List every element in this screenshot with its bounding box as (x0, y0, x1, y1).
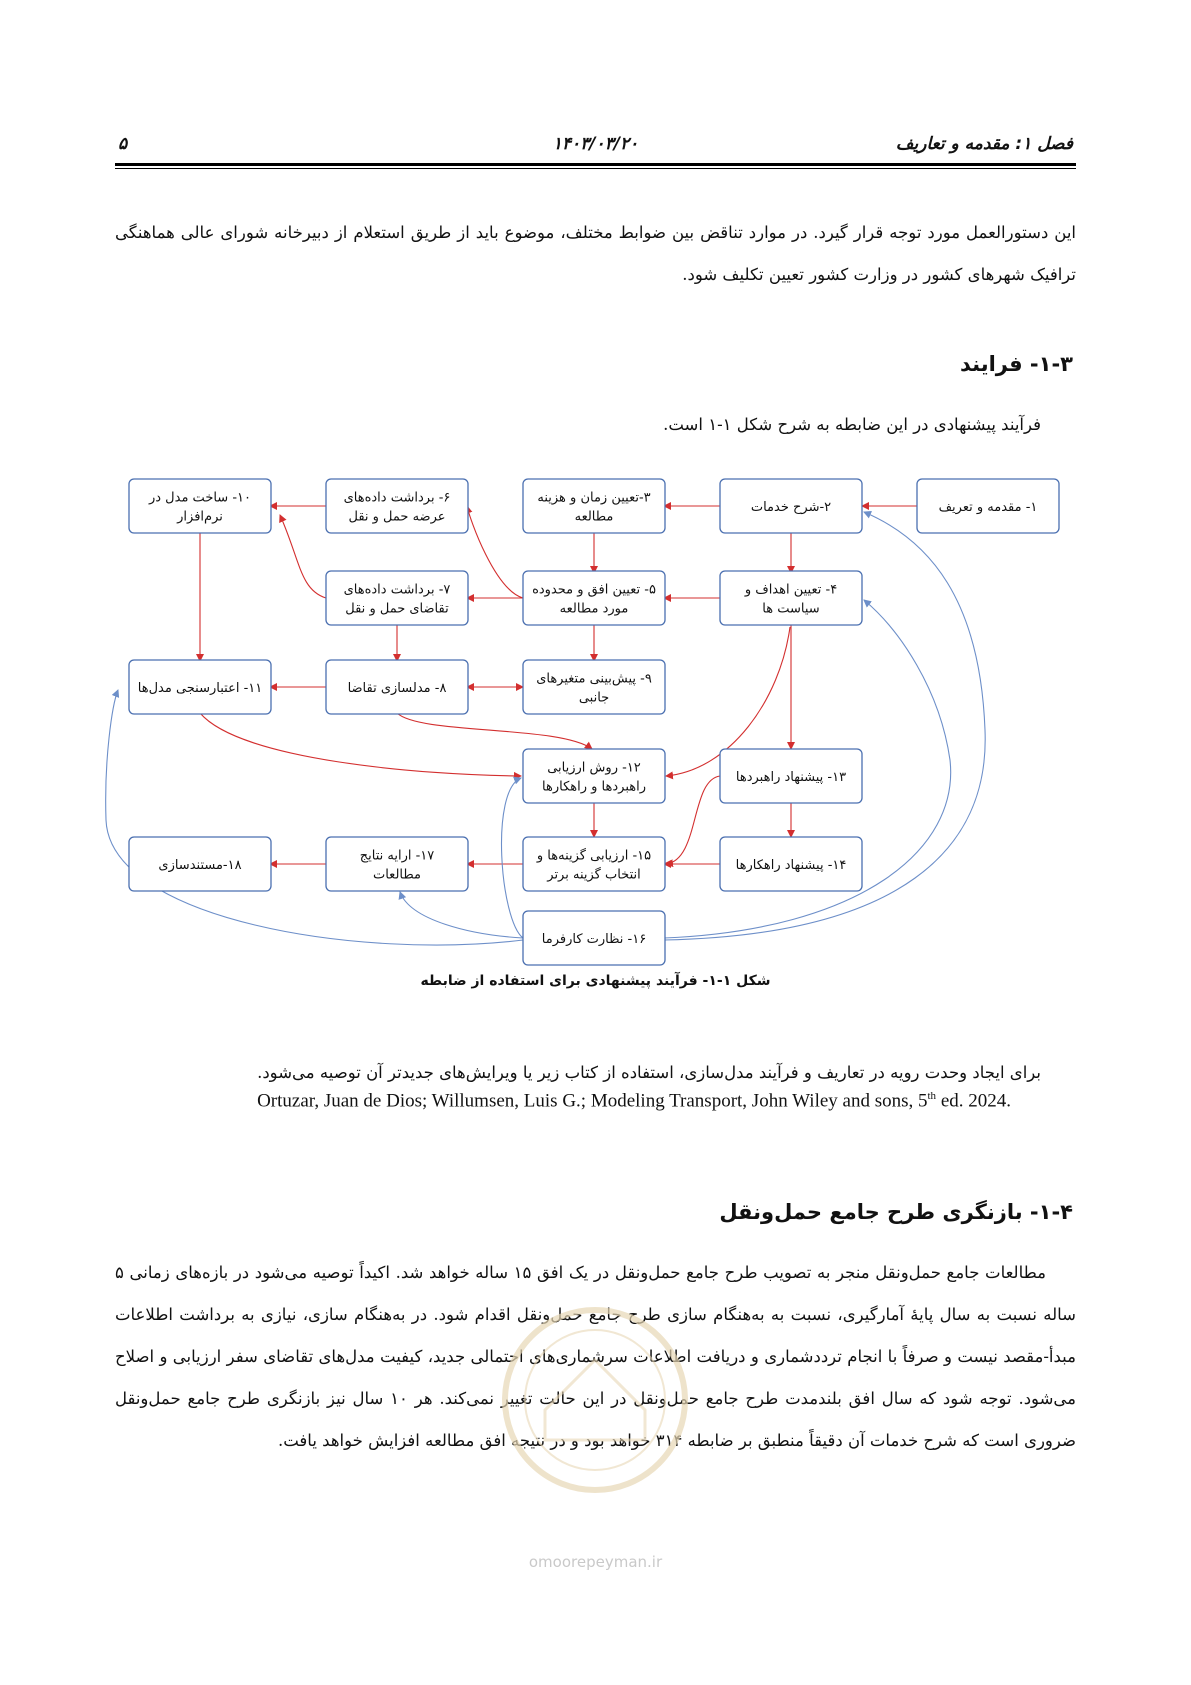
figure-caption: شکل ۱-۱- فرآیند پیشنهادی برای استفاده از ضابطه (420, 973, 771, 989)
diagram-box-1 (917, 479, 1059, 533)
diagram-box-label: تقاضای حمل و نقل (345, 601, 449, 617)
reference-sup: th (927, 1090, 937, 1102)
reference-main: Ortuzar, Juan de Dios; Willumsen, Luis G.; Modeling Transport, John Wiley and sons, 5 (257, 1090, 928, 1112)
arrow-13-to-15 (666, 776, 720, 864)
diagram-box-8 (326, 660, 468, 714)
diagram-box-label: ۱۷- ارایه نتایج (359, 848, 435, 864)
section-4-paragraph-text: مطالعات جامع حمل‌ونقل منجر به تصویب طرح جامع حمل‌ونقل در یک افق ۱۵ ساله خواهد شد. اکیداً توصیه می‌شود در بازه‌های زمانی ۵ ساله نسبت به سال پایهٔ آمارگیری، نسبت به به‌هنگام سازی طرح جامع حمل‌ونقل اقدام شود. در به‌هنگام سازی، نیازی به برداشت اطلاعات مبدأ-مقصد نیست و صرفاً با انجام ترددشماری و دریافت اطلاعات سرشماری‌های احتمالی جدید، کیفیت مدل‌های تقاضای سفر ارزیابی و اصلاح می‌شود. توجه شود که سال افق بلندمدت طرح جامع حمل‌ونقل در این حالت تغییر نمی‌کند. هر ۱۰ سال نیز بازنگری طرح جامع حمل‌ونقل ضروری است که شرح خدمات آن دقیقاً منطبق بر ضابطه ۳۱۴ خواهد بود و در نتیجه افق مطالعه افزایش خواهد یافت. (115, 1263, 1076, 1450)
diagram-box-frame (326, 571, 468, 625)
intro-paragraph-text: این دستورالعمل مورد توجه قرار گیرد. در موارد تناقض بین ضوابط مختلف، موضوع باید از طریق استعلام از دبیرخانه شورای عالی هماهنگی ترافیک شهرهای کشور در وزارت کشور تعیین تکلیف شود. (115, 223, 1076, 284)
diagram-box-5 (523, 571, 665, 625)
diagram-box-frame (523, 837, 665, 891)
diagram-box-label: ۷- برداشت داده‌های (343, 582, 451, 598)
arrow-11-to-12 (200, 713, 521, 776)
diagram-box-label: ۴- تعیین اهداف و (744, 582, 838, 598)
diagram-box-6 (326, 479, 468, 533)
diagram-box-11 (129, 660, 271, 714)
arrow-16-to-12 (502, 778, 523, 938)
diagram-box-frame (523, 571, 665, 625)
diagram-box-label: ۱۱- اعتبارسنجی مدل‌ها (137, 681, 263, 696)
diagram-box-frame (326, 837, 468, 891)
section-3-heading: ۱-۳- فرایند (960, 352, 1073, 376)
diagram-box-frame (523, 660, 665, 714)
diagram-box-label: ۱۶- نظارت کارفرما (541, 932, 647, 947)
diagram-box-3 (523, 479, 665, 533)
diagram-box-label: انتخاب گزینه برتر (547, 867, 641, 883)
diagram-box-label: مطالعات (372, 867, 422, 883)
diagram-box-label: مطالعه (574, 509, 614, 525)
watermark-text: omoorepeyman.ir (528, 1553, 663, 1571)
diagram-box-13 (720, 749, 862, 803)
reference-tail: ed. 2024. (936, 1090, 1011, 1112)
diagram-box-7 (326, 571, 468, 625)
diagram-box-4 (720, 571, 862, 625)
page-number: ۵ (118, 134, 128, 154)
arrow-7-to-10 (280, 515, 326, 598)
diagram-box-label: سیاست ها (762, 601, 820, 617)
diagram-box-label: ۱۰- ساخت مدل در (148, 490, 252, 506)
diagram-box-label: ۱۵- ارزیابی گزینه‌ها و (536, 848, 652, 864)
diagram-box-label: عرضه حمل و نقل (348, 509, 446, 525)
diagram-box-label: ۱۳- پیشنهاد راهبردها (735, 770, 847, 785)
diagram-box-label: ۳-تعیین زمان و هزینه (537, 490, 651, 506)
diagram-box-label: ۵- تعیین افق و محدوده (532, 582, 656, 598)
section-4-heading: ۱-۴- بازنگری طرح جامع حمل‌ونقل (719, 1200, 1073, 1224)
diagram-box-18 (129, 837, 271, 891)
diagram-box-2 (720, 479, 862, 533)
diagram-box-frame (720, 571, 862, 625)
diagram-box-10 (129, 479, 271, 533)
diagram-box-12 (523, 749, 665, 803)
diagram-box-label: ۱۴- پیشنهاد راهکارها (735, 858, 847, 873)
diagram-box-label: ۹- پیش‌بینی متغیرهای (536, 671, 652, 687)
chapter-title: فصل ۱: مقدمه و تعاریف (895, 134, 1073, 154)
diagram-box-label: راهبردها و راهکارها (542, 779, 646, 795)
diagram-box-frame (523, 749, 665, 803)
diagram-box-label: ۲-شرح خدمات (750, 500, 832, 515)
diagram-box-15 (523, 837, 665, 891)
diagram-box-label: ۱۸-مستندسازی (158, 858, 242, 873)
header-date: ۱۴۰۳/۰۳/۲۰ (552, 134, 639, 154)
diagram-box-label: ۶- برداشت داده‌های (343, 490, 451, 506)
diagram-box-label: جانبی (578, 690, 610, 706)
diagram-box-frame (326, 479, 468, 533)
arrow-16-to-11 (106, 690, 523, 945)
reference-intro (115, 1052, 1041, 1094)
section-3-intro-text: فرآیند پیشنهادی در این ضابطه به شرح شکل ۱-۱ است. (663, 415, 1041, 434)
arrow-5-to-6 (467, 506, 523, 598)
arrow-16-to-17 (400, 892, 523, 938)
diagram-box-label: مورد مطالعه (559, 601, 629, 617)
diagram-box-9 (523, 660, 665, 714)
watermark-logo (495, 1290, 695, 1530)
diagram-box-16 (523, 911, 665, 965)
diagram-box-label: نرم‌افزار (177, 509, 223, 525)
book-reference (140, 1090, 1011, 1112)
reference-intro-text: برای ایجاد وحدت رویه در تعاریف و فرآیند مدل‌سازی، استفاده از کتاب زیر یا ویرایش‌های جدیدتر آن توصیه می‌شود. (257, 1063, 1041, 1082)
arrow-8-to-12 (397, 713, 592, 749)
diagram-box-frame (523, 479, 665, 533)
diagram-box-label: ۱- مقدمه و تعریف (938, 500, 1038, 515)
diagram-box-frame (129, 479, 271, 533)
diagram-box-17 (326, 837, 468, 891)
diagram-box-label: ۸- مدلسازی تقاضا (347, 681, 447, 696)
diagram-box-label: ۱۲- روش ارزیابی (547, 760, 641, 776)
diagram-box-14 (720, 837, 862, 891)
